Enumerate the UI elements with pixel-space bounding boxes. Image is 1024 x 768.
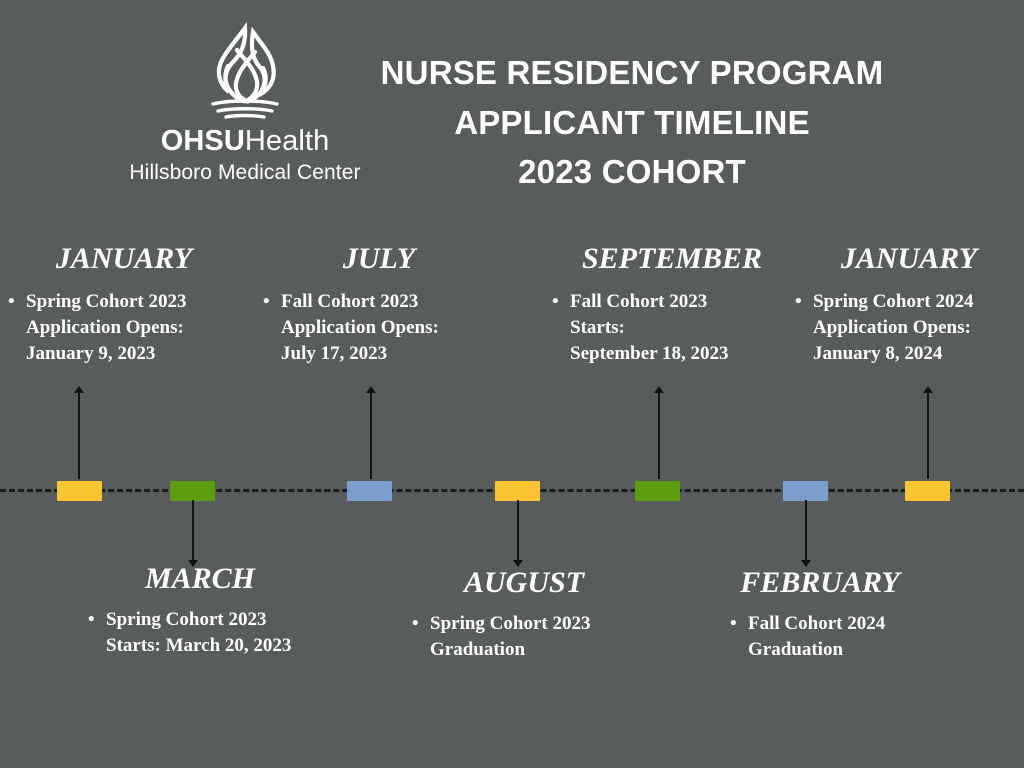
connector-arrow-september-2023 [654,386,664,393]
connector-arrow-january-2024 [923,386,933,393]
list-item [552,289,792,368]
event-above-january-2024 [795,243,1023,367]
bullet-line: • Spring Cohort 2023 [26,290,187,312]
timeline-marker-august-2023[interactable] [495,481,540,501]
list-item [88,607,320,659]
bullet-line: January 8, 2024 [813,342,943,364]
event-above-july-2023 [263,243,495,367]
event-above-september-2023 [552,243,792,367]
page-title [368,48,896,197]
timeline-marker-july-2023[interactable] [347,481,392,501]
event-below-february-2024 [700,567,940,663]
brand-wordmark-light: Health [244,125,330,157]
event-bullet-list [404,611,644,663]
connector-line-january-2024 [927,392,929,479]
timeline-marker-january-2023[interactable] [57,481,102,501]
event-bullet-list [552,289,792,368]
event-month-label: AUGUST [463,566,584,599]
title-line-1: NURSE RESIDENCY PROGRAM [380,54,884,91]
bullet-line: • Spring Cohort 2024 [813,290,974,312]
brand-wordmark [100,126,390,156]
event-below-march-2023 [80,563,320,659]
list-item [8,289,240,368]
list-item [795,289,1023,368]
connector-line-september-2023 [658,392,660,479]
event-bullet-list [263,289,495,368]
connector-line-march-2023 [192,500,194,560]
header [0,0,1024,215]
bullet-line: Application Opens: [26,316,184,338]
event-bullet-list [8,289,240,368]
connector-arrow-january-2023 [74,386,84,393]
list-item [263,289,495,368]
ohsu-health-logo [100,22,390,185]
connector-line-august-2023 [517,500,519,560]
bullet-line: September 18, 2023 [570,342,729,364]
event-month-label: JANUARY [840,242,978,275]
bullet-line: Application Opens: [813,316,971,338]
event-below-august-2023 [404,567,644,663]
bullet-line: July 17, 2023 [281,342,388,364]
list-item [730,611,940,663]
bullet-line: Application Opens: [281,316,439,338]
bullet-line: • Spring Cohort 2023 [106,608,267,630]
bullet-line: • Fall Cohort 2023 [570,290,708,312]
event-month-label: JULY [342,242,416,275]
event-above-january-2023 [8,243,240,367]
event-month-label: JANUARY [55,242,193,275]
connector-line-july-2023 [370,392,372,479]
bullet-line: January 9, 2023 [26,342,156,364]
event-month-label: FEBRUARY [740,566,900,599]
bullet-line: Starts: March 20, 2023 [106,634,292,656]
list-item [412,611,644,663]
timeline-marker-february-2024[interactable] [783,481,828,501]
bullet-line: • Fall Cohort 2024 [748,612,886,634]
event-bullet-list [795,289,1023,368]
event-month-label: MARCH [144,562,256,595]
bullet-line: • Spring Cohort 2023 [430,612,591,634]
bullet-line: Graduation [430,638,526,660]
bullet-line: Starts: [570,316,625,338]
event-bullet-list [700,611,940,663]
ohsu-flame-logo-icon [197,22,293,122]
brand-subtitle: Hillsboro Medical Center [129,161,361,185]
timeline-marker-march-2023[interactable] [170,481,215,501]
title-line-2: APPLICANT TIMELINE [454,103,810,141]
event-month-label: SEPTEMBER [581,242,763,275]
timeline-marker-september-2023[interactable] [635,481,680,501]
title-line-3: 2023 COHORT [518,153,746,190]
connector-line-january-2023 [78,392,80,479]
brand-wordmark-bold: OHSU [160,125,245,157]
bullet-line: • Fall Cohort 2023 [281,290,419,312]
timeline-marker-january-2024[interactable] [905,481,950,501]
connector-line-february-2024 [805,500,807,560]
connector-arrow-july-2023 [366,386,376,393]
event-bullet-list [80,607,320,659]
bullet-line: Graduation [748,638,844,660]
